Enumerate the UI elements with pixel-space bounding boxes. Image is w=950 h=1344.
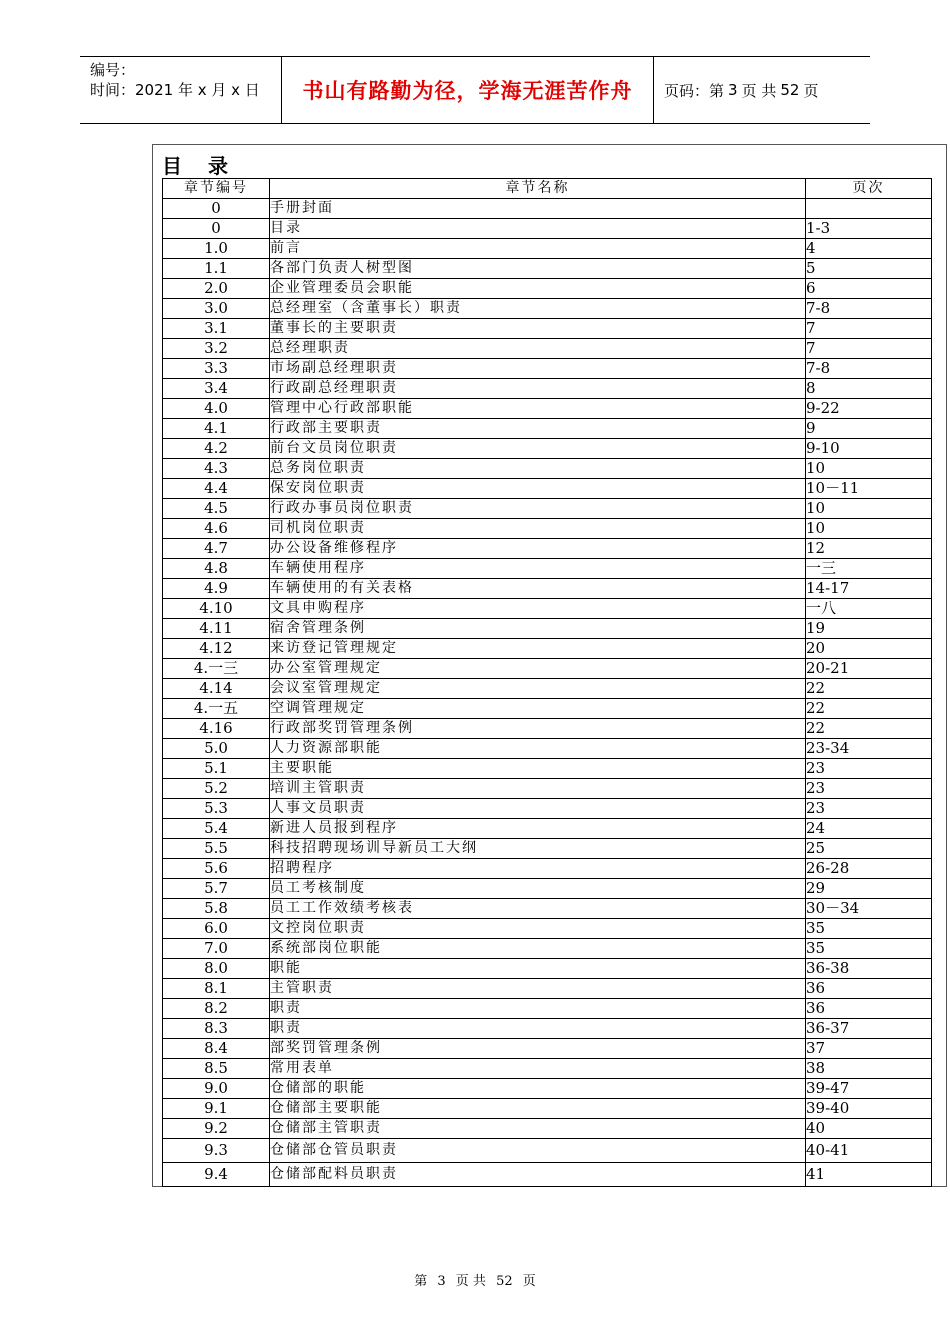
chapter-name-cell: 仓储部主要职能 (270, 1099, 806, 1119)
page-suffix: 页 (803, 81, 819, 100)
chapter-number-cell: 9.2 (163, 1119, 270, 1139)
page-cell: 29 (806, 879, 932, 899)
page-cell: 10－11 (806, 479, 932, 499)
header-motto: 书山有路勤为径，学海无涯苦作舟 (282, 57, 654, 123)
chapter-number-cell: 8.5 (163, 1059, 270, 1079)
chapter-name-cell: 手册封面 (270, 199, 806, 219)
chapter-number-cell: 4.一三 (163, 659, 270, 679)
table-row (163, 399, 932, 419)
table-row (163, 439, 932, 459)
footer-page-total: 52 (496, 1274, 513, 1289)
page-header (80, 56, 870, 124)
chapter-name-cell: 职责 (270, 1019, 806, 1039)
chapter-name-cell: 前言 (270, 239, 806, 259)
chapter-number-cell: 1.1 (163, 259, 270, 279)
chapter-name-cell: 行政办事员岗位职责 (270, 499, 806, 519)
chapter-number-cell: 4.10 (163, 599, 270, 619)
chapter-name-cell: 总经理室（含董事长）职责 (270, 299, 806, 319)
page-prefix: 页码：第 (664, 81, 725, 100)
table-row (163, 279, 932, 299)
column-header-chapter-name: 章节名称 (270, 179, 806, 199)
chapter-number-cell: 4.14 (163, 679, 270, 699)
chapter-name-cell: 前台文员岗位职责 (270, 439, 806, 459)
chapter-name-cell: 车辆使用程序 (270, 559, 806, 579)
table-row (163, 739, 932, 759)
toc-title: 目录 (162, 154, 254, 178)
chapter-name-cell: 宿舍管理条例 (270, 619, 806, 639)
chapter-number-cell: 4.0 (163, 399, 270, 419)
page-cell: 7-8 (806, 359, 932, 379)
page-cell: 一三 (806, 559, 932, 579)
table-row (163, 659, 932, 679)
chapter-name-cell: 市场副总经理职责 (270, 359, 806, 379)
chapter-number-cell: 5.1 (163, 759, 270, 779)
chapter-number-cell: 5.2 (163, 779, 270, 799)
table-row (163, 799, 932, 819)
chapter-name-cell: 主管职责 (270, 979, 806, 999)
chapter-number-cell: 3.3 (163, 359, 270, 379)
page-cell: 8 (806, 379, 932, 399)
page-cell: 37 (806, 1039, 932, 1059)
chapter-name-cell: 招聘程序 (270, 859, 806, 879)
chapter-name-cell: 车辆使用的有关表格 (270, 579, 806, 599)
page-cell: 41 (806, 1163, 932, 1187)
page-total: 52 (780, 81, 800, 99)
table-row (163, 559, 932, 579)
page-cell: 7 (806, 319, 932, 339)
page-cell: 9-10 (806, 439, 932, 459)
chapter-number-cell: 4.11 (163, 619, 270, 639)
page-cell: 23 (806, 759, 932, 779)
document-time-label: 时间：2021 年 x 月 x 日 (90, 81, 260, 99)
chapter-name-cell: 目录 (270, 219, 806, 239)
table-row (163, 759, 932, 779)
page-cell: 19 (806, 619, 932, 639)
table-row (163, 599, 932, 619)
chapter-number-cell: 8.4 (163, 1039, 270, 1059)
chapter-number-cell: 9.4 (163, 1163, 270, 1187)
page-footer (0, 1270, 950, 1289)
page-cell: 30－34 (806, 899, 932, 919)
page-cell: 23 (806, 799, 932, 819)
table-row (163, 1019, 932, 1039)
page-cell: 36-38 (806, 959, 932, 979)
chapter-number-cell: 3.1 (163, 319, 270, 339)
chapter-number-cell: 7.0 (163, 939, 270, 959)
chapter-number-cell: 4.12 (163, 639, 270, 659)
page-cell: 36 (806, 979, 932, 999)
chapter-name-cell: 行政副总经理职责 (270, 379, 806, 399)
table-row (163, 959, 932, 979)
chapter-name-cell: 科技招聘现场训导新员工大纲 (270, 839, 806, 859)
table-row (163, 1163, 932, 1187)
table-row (163, 819, 932, 839)
page-cell: 7-8 (806, 299, 932, 319)
table-row (163, 339, 932, 359)
chapter-number-cell: 4.16 (163, 719, 270, 739)
chapter-name-cell: 文具申购程序 (270, 599, 806, 619)
table-row (163, 619, 932, 639)
page-number: 3 (728, 81, 738, 99)
chapter-name-cell: 管理中心行政部职能 (270, 399, 806, 419)
table-row (163, 319, 932, 339)
table-row (163, 719, 932, 739)
page-mid: 页 共 (741, 81, 777, 100)
table-row (163, 259, 932, 279)
page-cell: 6 (806, 279, 932, 299)
page-cell: 39-47 (806, 1079, 932, 1099)
chapter-number-cell: 9.3 (163, 1139, 270, 1163)
chapter-name-cell: 员工考核制度 (270, 879, 806, 899)
chapter-number-cell: 4.3 (163, 459, 270, 479)
chapter-name-cell: 仓储部主管职责 (270, 1119, 806, 1139)
chapter-name-cell: 仓储部配料员职责 (270, 1163, 806, 1187)
chapter-name-cell: 司机岗位职责 (270, 519, 806, 539)
table-row (163, 239, 932, 259)
chapter-number-cell: 9.1 (163, 1099, 270, 1119)
chapter-name-cell: 空调管理规定 (270, 699, 806, 719)
chapter-name-cell: 职能 (270, 959, 806, 979)
chapter-number-cell: 5.3 (163, 799, 270, 819)
page-cell: 14-17 (806, 579, 932, 599)
page-cell: 9 (806, 419, 932, 439)
table-row (163, 479, 932, 499)
chapter-number-cell: 3.2 (163, 339, 270, 359)
page-cell: 40-41 (806, 1139, 932, 1163)
table-row (163, 199, 932, 219)
page-cell: 4 (806, 239, 932, 259)
table-row (163, 1039, 932, 1059)
chapter-name-cell: 总务岗位职责 (270, 459, 806, 479)
chapter-number-cell: 4.8 (163, 559, 270, 579)
chapter-name-cell: 保安岗位职责 (270, 479, 806, 499)
page-cell: 20 (806, 639, 932, 659)
table-row (163, 879, 932, 899)
chapter-name-cell: 文控岗位职责 (270, 919, 806, 939)
page-cell: 24 (806, 819, 932, 839)
table-row (163, 579, 932, 599)
page-cell: 10 (806, 519, 932, 539)
chapter-name-cell: 主要职能 (270, 759, 806, 779)
page-cell: 22 (806, 679, 932, 699)
chapter-number-cell: 3.0 (163, 299, 270, 319)
page-cell: 20-21 (806, 659, 932, 679)
table-row (163, 359, 932, 379)
chapter-name-cell: 常用表单 (270, 1059, 806, 1079)
table-row (163, 379, 932, 399)
chapter-number-cell: 1.0 (163, 239, 270, 259)
chapter-name-cell: 新进人员报到程序 (270, 819, 806, 839)
page-cell: 10 (806, 499, 932, 519)
page-cell: 39-40 (806, 1099, 932, 1119)
page-cell: 10 (806, 459, 932, 479)
chapter-name-cell: 行政部主要职责 (270, 419, 806, 439)
footer-prefix: 第 (414, 1274, 428, 1289)
table-row (163, 639, 932, 659)
page-cell: 40 (806, 1119, 932, 1139)
page-cell: 12 (806, 539, 932, 559)
page-cell: 35 (806, 919, 932, 939)
chapter-name-cell: 仓储部仓管员职责 (270, 1139, 806, 1163)
toc-table (162, 178, 932, 1187)
chapter-number-cell: 0 (163, 219, 270, 239)
table-row (163, 299, 932, 319)
column-header-chapter-number: 章节编号 (163, 179, 270, 199)
chapter-name-cell: 人力资源部职能 (270, 739, 806, 759)
table-row (163, 1119, 932, 1139)
chapter-name-cell: 仓储部的职能 (270, 1079, 806, 1099)
chapter-number-cell: 8.3 (163, 1019, 270, 1039)
table-row (163, 499, 932, 519)
chapter-name-cell: 部奖罚管理条例 (270, 1039, 806, 1059)
table-row (163, 939, 932, 959)
page-cell: 36 (806, 999, 932, 1019)
table-row (163, 1079, 932, 1099)
page-cell: 22 (806, 699, 932, 719)
chapter-number-cell: 5.8 (163, 899, 270, 919)
chapter-number-cell: 4.一五 (163, 699, 270, 719)
table-row (163, 979, 932, 999)
toc-body (163, 199, 932, 1187)
chapter-name-cell: 人事文员职责 (270, 799, 806, 819)
header-meta (80, 57, 282, 123)
chapter-number-cell: 4.4 (163, 479, 270, 499)
chapter-number-cell: 8.0 (163, 959, 270, 979)
document-number-label: 编号： (90, 61, 136, 79)
chapter-name-cell: 办公室管理规定 (270, 659, 806, 679)
chapter-name-cell: 培训主管职责 (270, 779, 806, 799)
table-row (163, 519, 932, 539)
page-cell: 5 (806, 259, 932, 279)
chapter-number-cell: 4.6 (163, 519, 270, 539)
chapter-name-cell: 董事长的主要职责 (270, 319, 806, 339)
chapter-number-cell: 5.4 (163, 819, 270, 839)
table-row (163, 679, 932, 699)
table-row (163, 899, 932, 919)
page-cell: 9-22 (806, 399, 932, 419)
footer-suffix: 页 (522, 1274, 536, 1289)
page-cell: 22 (806, 719, 932, 739)
table-row (163, 1059, 932, 1079)
table-row (163, 459, 932, 479)
chapter-name-cell: 企业管理委员会职能 (270, 279, 806, 299)
page-cell: 25 (806, 839, 932, 859)
table-row (163, 859, 932, 879)
table-row (163, 1139, 932, 1163)
chapter-number-cell: 8.2 (163, 999, 270, 1019)
table-row (163, 919, 932, 939)
chapter-number-cell: 5.5 (163, 839, 270, 859)
chapter-number-cell: 5.0 (163, 739, 270, 759)
chapter-name-cell: 各部门负责人树型图 (270, 259, 806, 279)
chapter-name-cell: 总经理职责 (270, 339, 806, 359)
chapter-name-cell: 办公设备维修程序 (270, 539, 806, 559)
chapter-number-cell: 2.0 (163, 279, 270, 299)
page-cell: 38 (806, 1059, 932, 1079)
table-row (163, 999, 932, 1019)
table-row (163, 839, 932, 859)
table-row (163, 699, 932, 719)
page-cell: 35 (806, 939, 932, 959)
chapter-name-cell: 会议室管理规定 (270, 679, 806, 699)
page-cell: 7 (806, 339, 932, 359)
chapter-number-cell: 8.1 (163, 979, 270, 999)
page-cell: 23 (806, 779, 932, 799)
chapter-name-cell: 员工工作效绩考核表 (270, 899, 806, 919)
chapter-number-cell: 6.0 (163, 919, 270, 939)
page-cell (806, 199, 932, 219)
table-row (163, 219, 932, 239)
page-cell: 36-37 (806, 1019, 932, 1039)
footer-mid: 页 共 (455, 1274, 486, 1289)
table-row (163, 419, 932, 439)
page-cell: 1-3 (806, 219, 932, 239)
chapter-number-cell: 4.1 (163, 419, 270, 439)
page-cell: 26-28 (806, 859, 932, 879)
chapter-name-cell: 职责 (270, 999, 806, 1019)
chapter-name-cell: 行政部奖罚管理条例 (270, 719, 806, 739)
header-page-indicator (654, 57, 870, 123)
table-row (163, 539, 932, 559)
table-row (163, 779, 932, 799)
column-header-page: 页次 (806, 179, 932, 199)
chapter-number-cell: 5.7 (163, 879, 270, 899)
chapter-number-cell: 4.2 (163, 439, 270, 459)
chapter-name-cell: 来访登记管理规定 (270, 639, 806, 659)
chapter-number-cell: 5.6 (163, 859, 270, 879)
chapter-number-cell: 4.9 (163, 579, 270, 599)
chapter-number-cell: 4.5 (163, 499, 270, 519)
table-row (163, 1099, 932, 1119)
toc-header-row (163, 179, 932, 199)
page-cell: 23-34 (806, 739, 932, 759)
chapter-name-cell: 系统部岗位职能 (270, 939, 806, 959)
chapter-number-cell: 9.0 (163, 1079, 270, 1099)
footer-page-number: 3 (437, 1274, 446, 1289)
chapter-number-cell: 4.7 (163, 539, 270, 559)
chapter-number-cell: 3.4 (163, 379, 270, 399)
chapter-number-cell: 0 (163, 199, 270, 219)
page-cell: 一八 (806, 599, 932, 619)
